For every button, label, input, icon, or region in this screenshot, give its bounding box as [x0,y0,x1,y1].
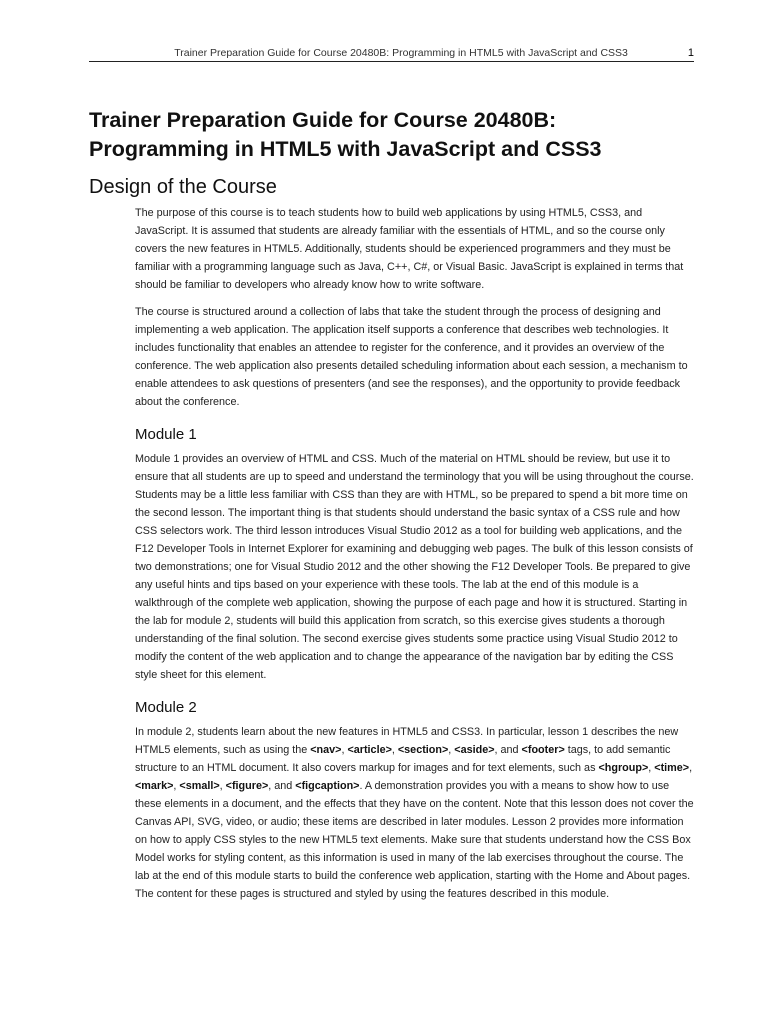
separator: , and [268,780,296,792]
separator: , [391,744,398,756]
header-divider [89,61,694,62]
tag-article: <article> [347,744,392,756]
paragraph-purpose: The purpose of this course is to teach students how to build web applications by using HTML5, CSS3, and JavaScript. It is assumed that students are already familiar with the essentials of HTML, and so the course only covers the new features in HTML5. Additionally, students should be experienced programmers and they must be familiar with a programming language such as Java, C++, C#, or Visual Basic. JavaScript is explained in terms that should be familiar to developers who already know how to write software. [135,207,684,291]
module-1-paragraph: Module 1 provides an overview of HTML and CSS. Much of the material on HTML should be review, but use it to ensure that all students are up to speed and understand the terminology that you will be using throughout the course. Students may be a little less familiar with CSS than they are with HTML, so be prepared to spend a bit more time on the second lesson. The important thing is that students should understand the basic syntax of a CSS rule and how CSS selectors work. The third lesson introduces Visual Studio 2012 as a tool for building web applications, and the F12 Developer Tools in Internet Explorer for examining and debugging web pages. The bulk of this lesson consists of two demonstrations; one for Visual Studio 2012 and the other showing the F12 Developer Tools. Be prepared to give any useful hints and tips based on your experience with these tools. The lab at the end of this module is a walkthrough of the complete web application, showing the purpose of each page and how it is structured. Starting in the lab for module 2, students will build this application from scratch, so this exercise gives students a thorough understanding of the final solution. The second exercise gives students some practice using Visual Studio 2012 to modify the content of the web application and to change the appearance of the navigation bar by editing the CSS style sheet for this element. [135,453,694,681]
tag-aside: <aside> [454,744,495,756]
document-title-line-2: Programming in HTML5 with JavaScript and CSS3 [89,137,602,161]
module-1-heading: Module 1 [135,426,197,443]
document-title-line-1: Trainer Preparation Guide for Course 20480B: [89,108,557,132]
tag-figure: <figure> [225,780,269,792]
tag-mark: <mark> [135,780,174,792]
tag-figcaption: <figcaption> [295,780,360,792]
separator: , [173,780,180,792]
page-content [89,106,694,912]
text-run: . A demonstration provides you with a means to show how to use these elements in a document, and the effects that they have on the content. Note that this lesson does not cover the Canvas API, SVG, video, or audio; these items are described in later modules. Lesson 2 provides more information on how to apply CSS styles to the new HTML5 text elements. Make sure that students understand how the CSS Box Model works for styling content, as this information is used in many of the lab exercises throughout the course. The lab at the end of this module starts to build the conference web application, starting with the Home and About pages. The content for these pages is structured and styled by using the features described in this module. [135,780,694,900]
tag-footer: <footer> [521,744,565,756]
paragraph-structure: The course is structured around a collection of labs that take the student through the process of designing and implementing a web application. The application itself supports a conference that describes web technologies. It includes functionality that enables an attendee to register for the conference, and it provides an overview of the conference. The web application also presents detailed scheduling information about each session, a mechanism to enable attendees to ask questions of presenters (and see the responses), and the opportunity to provide feedback about the conference. [135,306,688,408]
section-heading-design: Design of the Course [89,176,277,198]
text-run: In module 2, students learn about the new features in HTML5 and CSS3. In particular, lesson 1 describes the new HTML5 elements, such as using the [135,726,679,756]
tag-small: <small> [179,780,220,792]
section-body [135,204,694,903]
separator: , [219,780,226,792]
module-2-heading: Module 2 [135,699,197,716]
document-title [89,106,694,164]
tag-nav: <nav> [310,744,342,756]
page-number: 1 [687,47,694,59]
separator: , [689,762,693,774]
separator: , [648,762,655,774]
separator: , [341,744,348,756]
text-run: tags, to add semantic structure to an HTML document. It also covers markup for images and for text elements, such as [135,744,671,774]
tag-time: <time> [654,762,690,774]
running-title: Trainer Preparation Guide for Course 20480B: Programming in HTML5 with JavaScript and CSS3 [174,47,628,59]
running-header [89,47,694,59]
module-2-paragraph [135,723,694,903]
tag-section: <section> [397,744,449,756]
tag-hgroup: <hgroup> [598,762,649,774]
separator: , and [494,744,522,756]
separator: , [448,744,455,756]
